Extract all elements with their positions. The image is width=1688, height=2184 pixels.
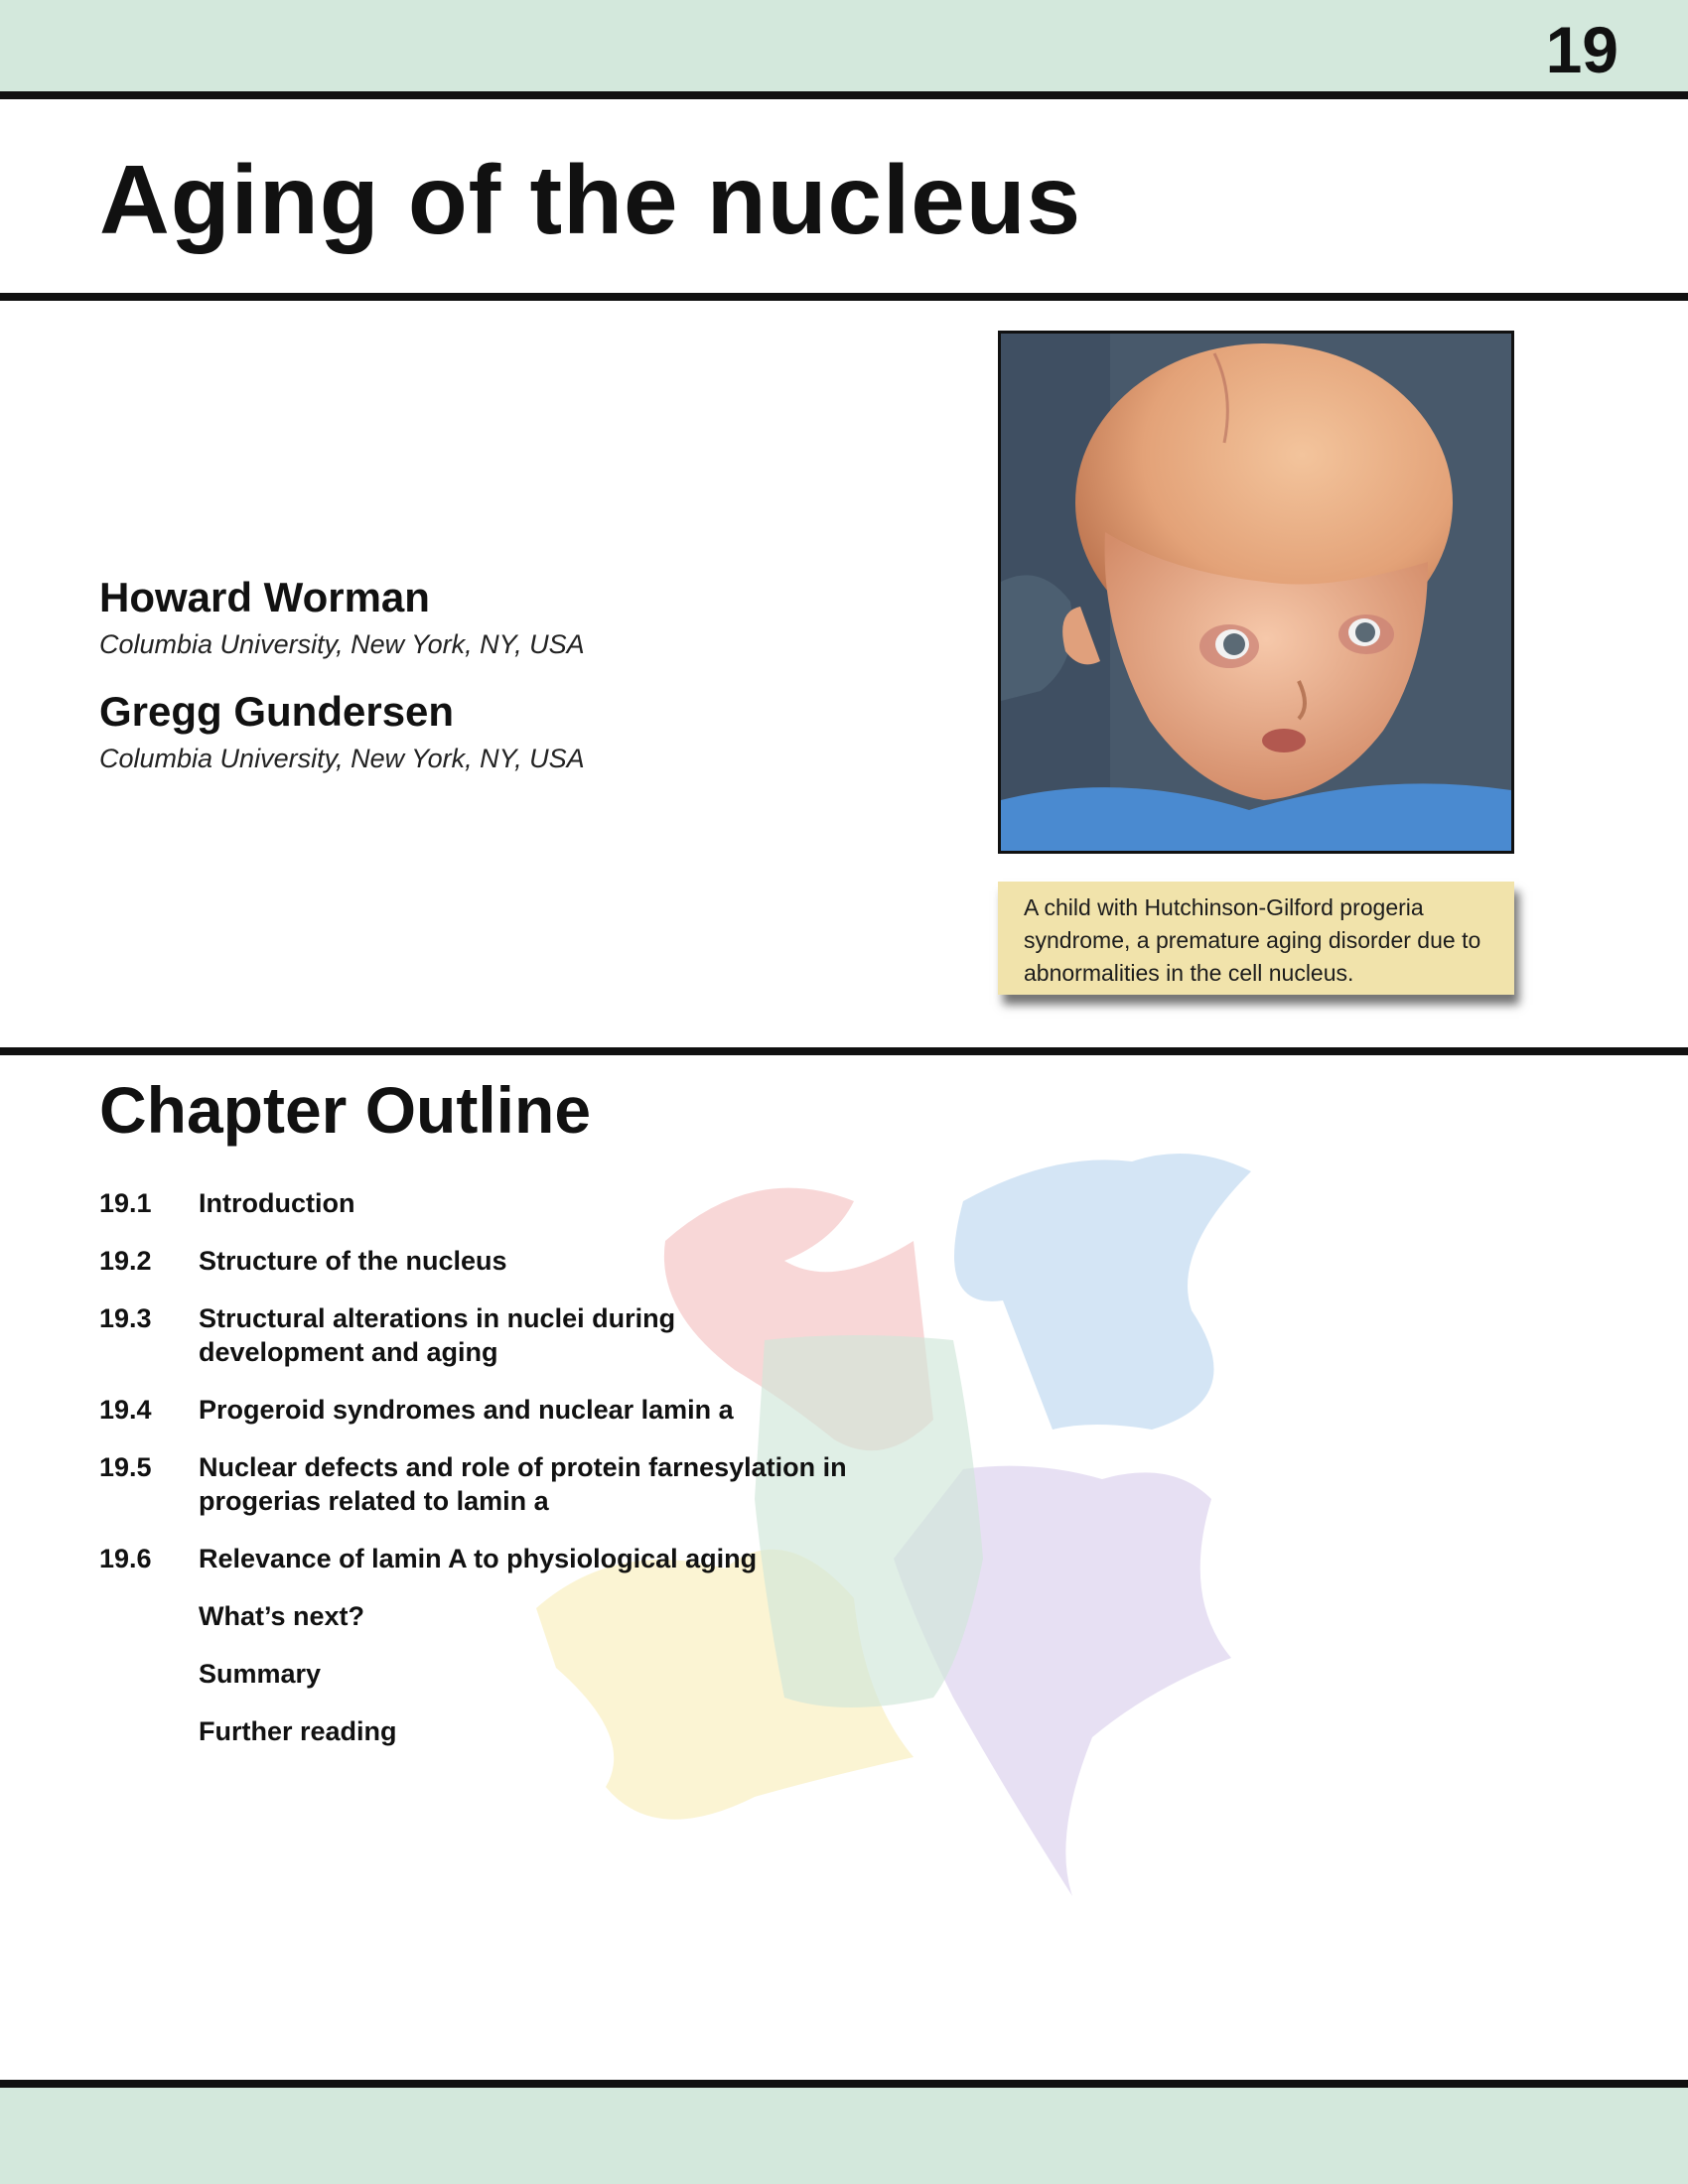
bottom-divider bbox=[0, 2080, 1688, 2088]
pupil-left bbox=[1223, 633, 1245, 655]
author-affiliation: Columbia University, New York, NY, USA bbox=[99, 629, 585, 659]
outline-item[interactable] bbox=[99, 1301, 993, 1369]
outline-title: Structural alterations in nuclei during development and aging bbox=[199, 1303, 676, 1367]
outline-item[interactable] bbox=[99, 1244, 993, 1278]
outline-item[interactable] bbox=[99, 1450, 993, 1518]
outline-title: Introduction bbox=[199, 1188, 355, 1218]
outline-title: Summary bbox=[199, 1659, 322, 1689]
outline-item[interactable] bbox=[99, 1657, 993, 1691]
author-name: Gregg Gundersen bbox=[99, 688, 455, 735]
outline-item[interactable] bbox=[99, 1186, 993, 1220]
figure-caption: A child with Hutchinson-Gilford progeria syndrome, a premature aging disorder due to abnormalities in the cell nucleus. bbox=[998, 882, 1514, 995]
chapter-number: 19 bbox=[1545, 13, 1618, 86]
pupil-right bbox=[1355, 622, 1375, 642]
outline-number: 19.1 bbox=[99, 1188, 152, 1218]
outline-title: Relevance of lamin A to physiological aging bbox=[199, 1544, 758, 1573]
outline-number bbox=[99, 1714, 199, 1748]
author-1 bbox=[99, 574, 585, 660]
chapter-outline-list bbox=[99, 1186, 993, 1772]
outline-number: 19.3 bbox=[99, 1303, 152, 1333]
author-name: Howard Worman bbox=[99, 574, 430, 620]
outline-divider bbox=[0, 1047, 1688, 1055]
author-2 bbox=[99, 688, 585, 774]
progeria-child-photo bbox=[1001, 334, 1511, 851]
outline-number bbox=[99, 1599, 199, 1633]
watermark-blue-shape bbox=[954, 1154, 1251, 1430]
outline-number: 19.5 bbox=[99, 1452, 152, 1482]
outline-item[interactable] bbox=[99, 1599, 993, 1633]
outline-item[interactable] bbox=[99, 1542, 993, 1575]
outline-number bbox=[99, 1657, 199, 1691]
author-affiliation: Columbia University, New York, NY, USA bbox=[99, 744, 585, 773]
outline-title: Further reading bbox=[199, 1716, 397, 1746]
outline-title: Nuclear defects and role of protein farnesylation in progerias related to lamin a bbox=[199, 1452, 847, 1516]
outline-number: 19.2 bbox=[99, 1246, 152, 1276]
outline-number: 19.4 bbox=[99, 1395, 152, 1425]
title-divider bbox=[0, 293, 1688, 301]
outline-title: Structure of the nucleus bbox=[199, 1246, 507, 1276]
child-mouth bbox=[1262, 729, 1306, 752]
outline-title: Progeroid syndromes and nuclear lamin a bbox=[199, 1395, 734, 1425]
outline-item[interactable] bbox=[99, 1393, 993, 1427]
chapter-title: Aging of the nucleus bbox=[99, 145, 1082, 254]
figure-photo bbox=[998, 331, 1514, 854]
bottom-footer-band bbox=[0, 2088, 1688, 2184]
outline-number: 19.6 bbox=[99, 1544, 152, 1573]
outline-title: What’s next? bbox=[199, 1601, 365, 1631]
outline-item[interactable] bbox=[99, 1714, 993, 1748]
outline-heading: Chapter Outline bbox=[99, 1073, 592, 1147]
top-header-band bbox=[0, 0, 1688, 99]
